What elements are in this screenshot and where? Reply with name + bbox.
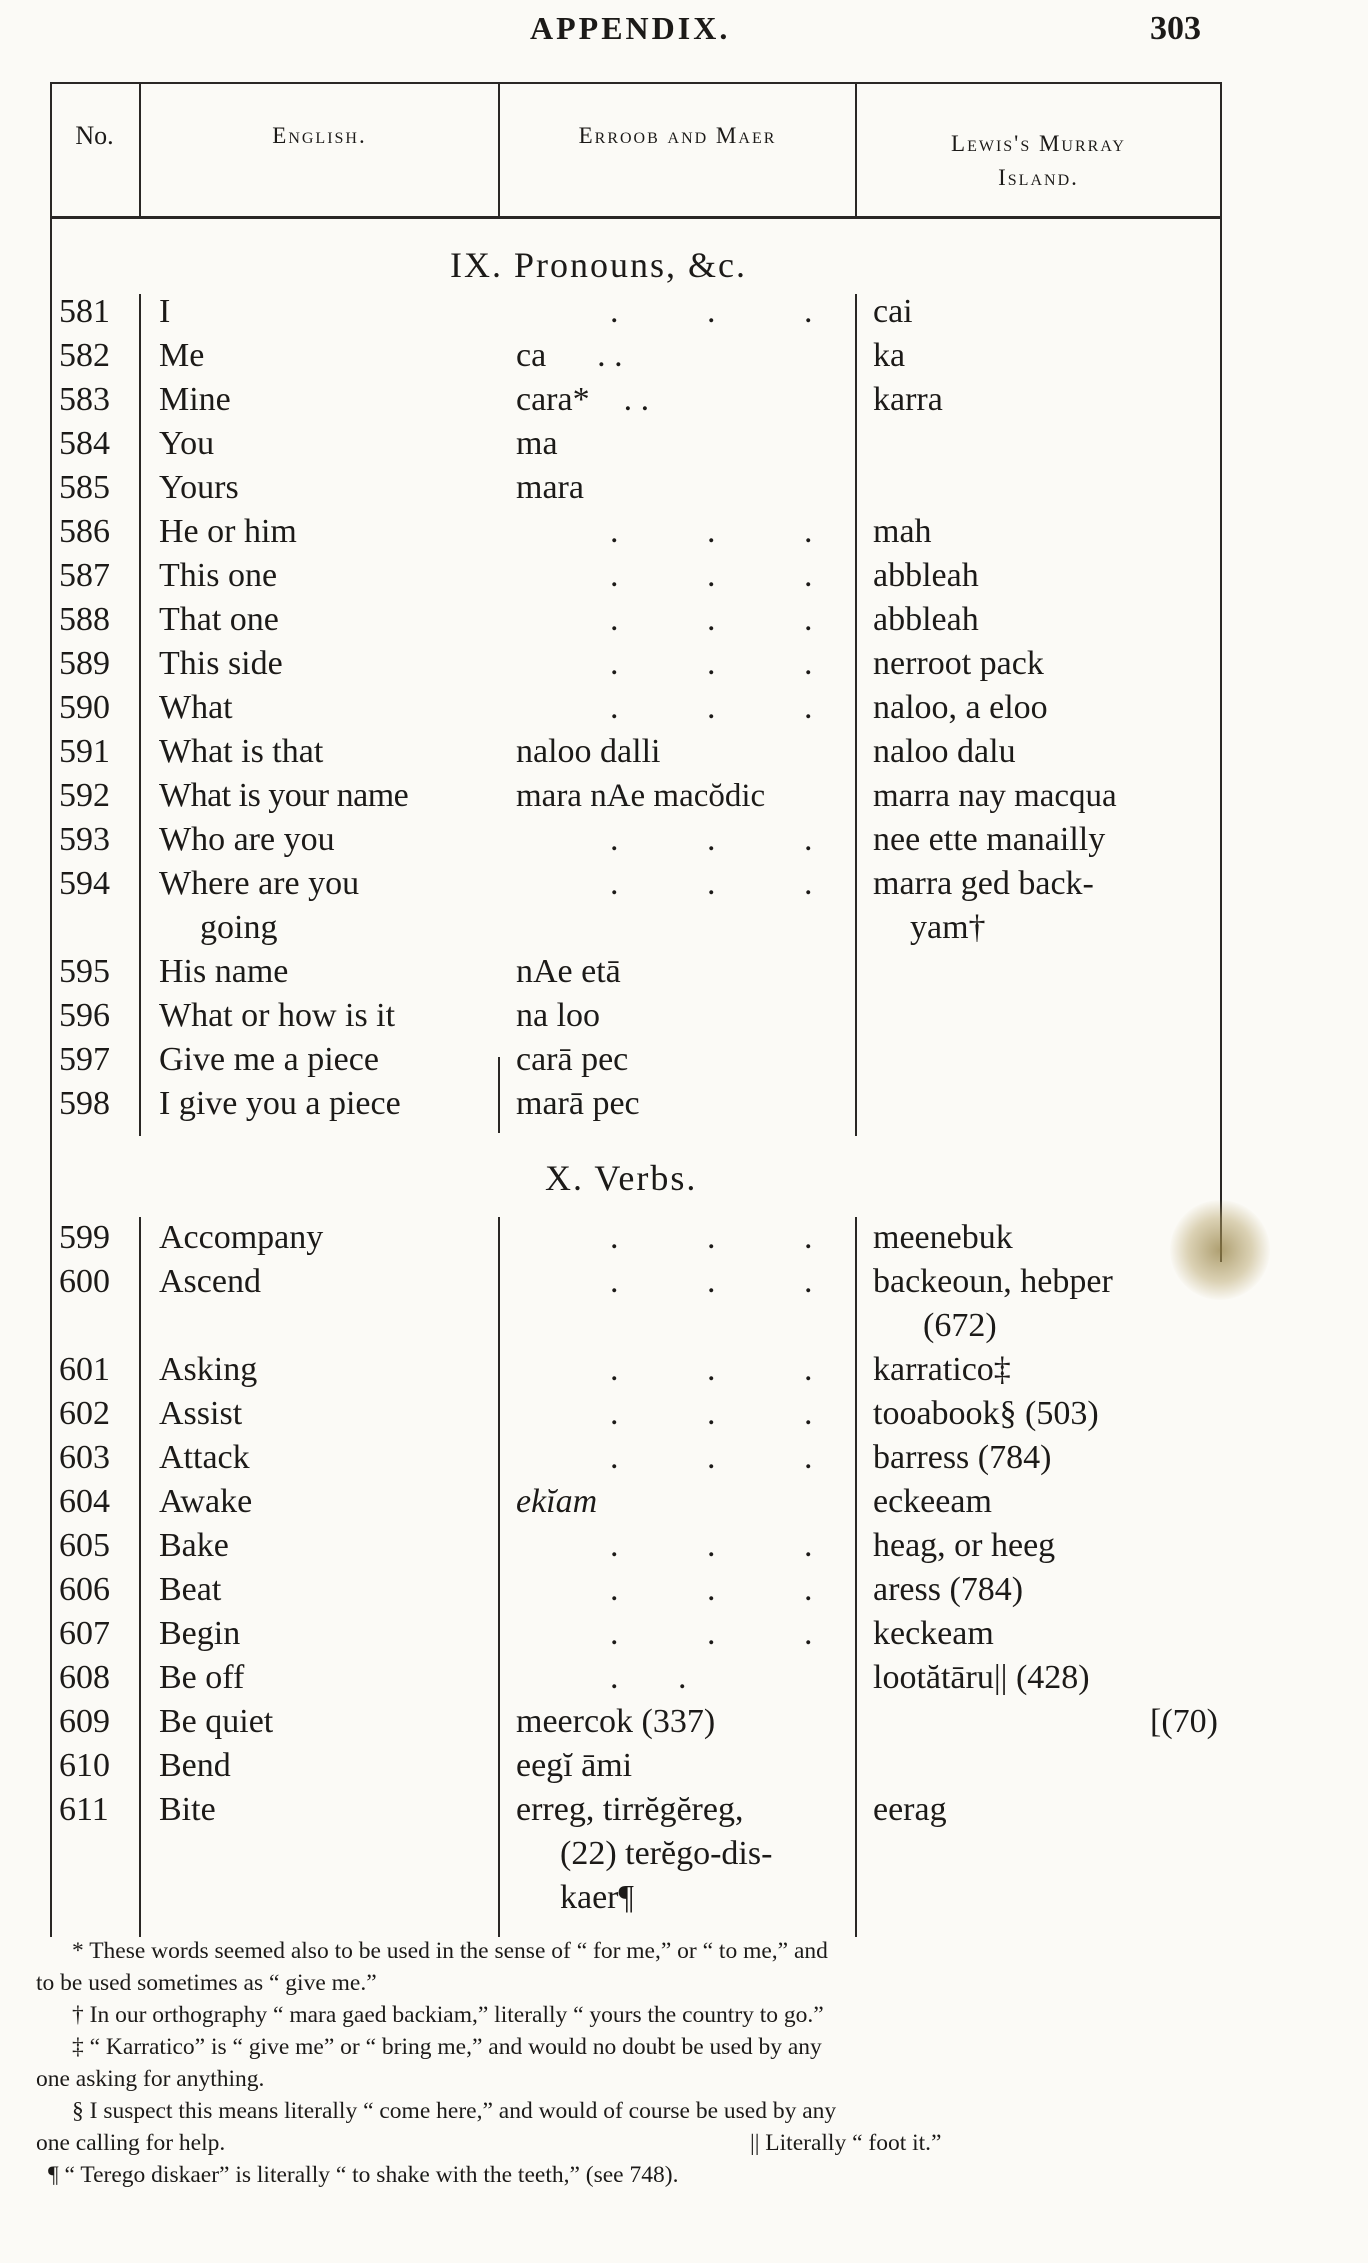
erroob-word-continued: kaer¶ — [560, 1879, 634, 1916]
english-word: Bend — [159, 1747, 231, 1784]
english-word: You — [159, 425, 215, 462]
entry-number: 595 — [59, 953, 110, 990]
murray-word-continued: (672) — [923, 1307, 997, 1344]
erroob-word: . . . — [610, 1615, 853, 1652]
entry-number: 594 — [59, 865, 110, 902]
murray-word: eckeeam — [873, 1483, 992, 1520]
paper-stain — [1170, 1200, 1270, 1300]
erroob-word: mara nAe macŏdic — [516, 778, 766, 814]
entry-number: 600 — [59, 1263, 110, 1300]
murray-word: aress (784) — [873, 1571, 1024, 1608]
english-word: Mine — [159, 381, 231, 418]
english-word: Asking — [159, 1351, 258, 1388]
footnote-line: one asking for anything. — [36, 2066, 265, 2092]
erroob-word: meercok (337) — [516, 1703, 716, 1740]
col-divider-3 — [855, 294, 857, 1136]
running-header-title: APPENDIX. — [530, 10, 731, 46]
entry-number: 583 — [59, 381, 110, 418]
english-word: Beat — [159, 1571, 222, 1608]
vocabulary-table — [50, 82, 1222, 1938]
murray-word: mah — [873, 513, 932, 550]
murray-word: ka — [873, 337, 906, 374]
english-word: What or how is it — [159, 997, 396, 1034]
erroob-word: cara* . . — [516, 381, 650, 418]
english-word: Be off — [159, 1659, 245, 1696]
entry-number: 605 — [59, 1527, 110, 1564]
entry-number: 585 — [59, 469, 110, 506]
english-word: Attack — [159, 1439, 250, 1476]
english-word: Ascend — [159, 1263, 261, 1300]
entry-number: 586 — [59, 513, 110, 550]
english-word: What — [159, 689, 233, 726]
erroob-word: . . . — [610, 689, 853, 726]
erroob-word: . . . — [610, 1527, 853, 1564]
erroob-word: . . . — [610, 1395, 853, 1432]
murray-word-continued: yam† — [910, 909, 986, 946]
english-word: What is your name — [159, 777, 409, 814]
erroob-word: nAe etā — [516, 953, 621, 990]
entry-number: 609 — [59, 1703, 110, 1740]
table-left-rule — [50, 82, 52, 1937]
erroob-word: . . . — [610, 601, 853, 638]
murray-word: meenebuk — [873, 1219, 1013, 1256]
footnote-line: ¶ “ Terego diskaer” is literally “ to shake with the teeth,” (see 748). — [48, 2162, 679, 2188]
entry-number: 590 — [59, 689, 110, 726]
erroob-word: . . . — [610, 821, 853, 858]
erroob-word: . . . — [610, 293, 853, 330]
murray-word: nee ette manailly — [873, 821, 1106, 858]
english-word: He or him — [159, 513, 297, 550]
english-word: Be quiet — [159, 1703, 274, 1740]
table-top-rule — [50, 82, 1222, 84]
english-word: That one — [159, 601, 279, 638]
murray-word: naloo, a eloo — [873, 689, 1048, 726]
footnote-line: to be used sometimes as “ give me.” — [36, 1970, 377, 1996]
murray-word: naloo dalu — [873, 733, 1016, 770]
english-word: This one — [159, 557, 278, 594]
erroob-word: marā pec — [516, 1085, 640, 1122]
erroob-word: naloo dalli — [516, 733, 661, 770]
footnote-line: § I suspect this means literally “ come here,” and would of course be used by any — [72, 2098, 837, 2124]
english-word: Awake — [159, 1483, 253, 1520]
col-divider-3-verbs — [855, 1217, 857, 1937]
col-divider-1 — [139, 294, 141, 1136]
english-word: Where are you — [159, 865, 360, 902]
english-word: Bite — [159, 1791, 216, 1828]
erroob-word: eegĭ āmi — [516, 1747, 633, 1784]
col-divider-1-verbs — [139, 1217, 141, 1937]
murray-word: karra — [873, 381, 943, 418]
murray-word: abbleah — [873, 557, 979, 594]
footnote-line: || Literally “ foot it.” — [750, 2130, 942, 2156]
entry-number: 584 — [59, 425, 110, 462]
erroob-word: ca . . — [516, 337, 623, 374]
erroob-word: . . . — [610, 1439, 853, 1476]
murray-word: barress (784) — [873, 1439, 1052, 1476]
footnote-line: * These words seemed also to be used in the sense of “ for me,” or “ to me,” and — [72, 1938, 828, 1964]
entry-number: 608 — [59, 1659, 110, 1696]
section-heading-verbs: X. Verbs. — [545, 1158, 698, 1198]
erroob-word-continued: (22) terĕgo-dis- — [560, 1835, 773, 1872]
murray-word: heag, or heeg — [873, 1527, 1056, 1564]
entry-number: 603 — [59, 1439, 110, 1476]
entry-number: 598 — [59, 1085, 110, 1122]
entry-number: 601 — [59, 1351, 110, 1388]
footnote-line: ‡ “ Karratico” is “ give me” or “ bring me,” and would no doubt be used by any — [72, 2034, 822, 2060]
entry-number: 591 — [59, 733, 110, 770]
header-bottom-rule — [50, 216, 1222, 219]
column-header-english: English. — [272, 123, 367, 148]
entry-number: 592 — [59, 777, 110, 814]
murray-word: eerag — [873, 1791, 947, 1828]
murray-word: lootătāru|| (428) — [873, 1659, 1090, 1696]
erroob-word: mara — [516, 469, 584, 506]
erroob-word: . . . — [610, 865, 853, 902]
english-word: Yours — [159, 469, 239, 506]
column-header-no: No. — [75, 121, 114, 150]
english-word: Bake — [159, 1527, 229, 1564]
erroob-word: . . . — [610, 645, 853, 682]
erroob-word: . . . — [610, 1571, 853, 1608]
murray-word: nerroot pack — [873, 645, 1044, 682]
erroob-word: . . . — [610, 557, 853, 594]
murray-word: karratico‡ — [873, 1351, 1011, 1388]
english-word: His name — [159, 953, 289, 990]
column-header-murray-line1: Lewis's Murray — [951, 131, 1126, 156]
entry-number: 587 — [59, 557, 110, 594]
english-word-continued: going — [200, 909, 278, 946]
entry-number: 602 — [59, 1395, 110, 1432]
erroob-word: . . . — [610, 513, 853, 550]
entry-number: 611 — [59, 1791, 109, 1828]
english-word: I — [159, 293, 171, 330]
erroob-word: . . . — [610, 1351, 853, 1388]
col-divider-2-verbs — [498, 1217, 500, 1937]
erroob-word: . . . — [610, 1219, 853, 1256]
table-right-rule — [1220, 82, 1222, 1262]
english-word: Who are you — [159, 821, 335, 858]
murray-word: marra ged back- — [873, 865, 1094, 902]
column-header-erroob-maer: Erroob and Maer — [578, 123, 777, 148]
entry-number: 581 — [59, 293, 110, 330]
erroob-word: ma — [516, 425, 558, 462]
murray-word: tooabook§ (503) — [873, 1395, 1099, 1432]
entry-number: 597 — [59, 1041, 110, 1078]
entry-number: 607 — [59, 1615, 110, 1652]
col-divider-2 — [498, 1057, 500, 1133]
murray-word: abbleah — [873, 601, 979, 638]
section-heading-pronouns: IX. Pronouns, &c. — [450, 245, 747, 285]
entry-number: 588 — [59, 601, 110, 638]
erroob-word: na loo — [516, 997, 601, 1034]
murray-word: cai — [873, 293, 913, 330]
footnote-line: † In our orthography “ mara gaed backiam,” literally “ yours the country to go.” — [72, 2002, 824, 2028]
erroob-word: carā pec — [516, 1041, 629, 1078]
entry-number: 606 — [59, 1571, 110, 1608]
murray-word: marra nay macqua — [873, 778, 1117, 814]
entry-number: 593 — [59, 821, 110, 858]
footnote-line: one calling for help. — [36, 2130, 226, 2156]
english-word: Assist — [159, 1395, 243, 1432]
english-word: Give me a piece — [159, 1041, 379, 1078]
murray-word: keckeam — [873, 1615, 994, 1652]
entry-number: 604 — [59, 1483, 110, 1520]
murray-word: backeoun, hebper — [873, 1263, 1113, 1300]
column-header-murray-line2: Island. — [998, 165, 1079, 190]
page-number: 303 — [1150, 10, 1201, 47]
entry-number: 596 — [59, 997, 110, 1034]
english-word: Begin — [159, 1615, 241, 1652]
english-word: Accompany — [159, 1219, 324, 1256]
english-word: I give you a piece — [159, 1085, 401, 1122]
entry-number: 610 — [59, 1747, 110, 1784]
entry-number: 582 — [59, 337, 110, 374]
english-word: What is that — [159, 733, 324, 770]
murray-word: [(70) — [1150, 1703, 1218, 1740]
entry-number: 589 — [59, 645, 110, 682]
english-word: This side — [159, 645, 283, 682]
erroob-word: ekĭam — [516, 1483, 598, 1520]
erroob-word: . . — [610, 1659, 687, 1696]
entry-number: 599 — [59, 1219, 110, 1256]
erroob-word: . . . — [610, 1263, 853, 1300]
english-word: Me — [159, 337, 205, 374]
erroob-word: erreg, tirrĕgĕreg, — [516, 1791, 744, 1828]
